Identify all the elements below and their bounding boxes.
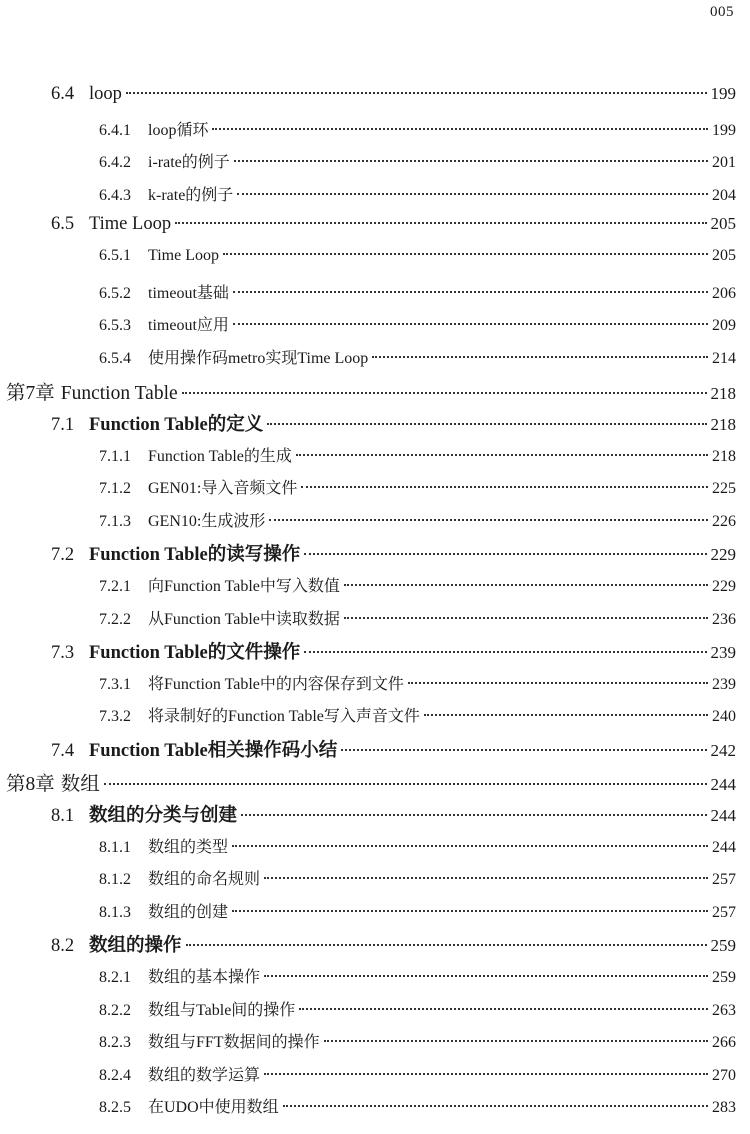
toc-entry-sub[interactable] (0, 280, 750, 313)
toc-entry-sub[interactable] (0, 508, 750, 541)
toc-entry-title: 数组的操作 (89, 936, 182, 957)
dot-leader (232, 910, 708, 912)
toc-entry-number: 8.1.3 (99, 903, 131, 921)
dot-leader (299, 1008, 708, 1010)
toc-entry-sub[interactable] (0, 182, 750, 215)
toc-entry-page: 259 (710, 936, 736, 956)
toc-entry-page: 244 (710, 775, 736, 795)
toc-entry-title: Function Table的读写操作 (89, 545, 301, 566)
toc-entry-title: 数组的数学运算 (148, 1066, 261, 1084)
toc-entry-number: 7.1 (51, 414, 75, 435)
toc-entry-title: i-rate的例子 (148, 154, 230, 172)
toc-entry-page: 266 (712, 1034, 736, 1052)
toc-entry-number: 6.4 (51, 84, 75, 104)
dot-leader (344, 584, 708, 586)
toc-entry-sub[interactable] (0, 703, 750, 736)
toc-entry-title: 数组的创建 (148, 903, 229, 921)
toc-entry-title: timeout应用 (148, 317, 229, 335)
toc-entry-title: 数组的命名规则 (148, 871, 261, 889)
toc-entry-sub[interactable] (0, 117, 750, 150)
dot-leader (324, 1040, 708, 1042)
dot-leader (344, 617, 708, 619)
toc-entry-title: GEN10:生成波形 (148, 512, 266, 530)
toc-entry-title: 数组 (60, 774, 100, 796)
toc-entry-title: 数组的基本操作 (148, 969, 261, 987)
toc-entry-title: 数组的类型 (148, 838, 229, 856)
toc-entry-sub[interactable] (0, 997, 750, 1030)
toc-entry-number: 6.5.4 (99, 349, 131, 367)
dot-leader (175, 222, 706, 224)
toc-entry-title: Function Table相关操作码小结 (89, 740, 338, 761)
toc-entry-number: 8.1 (51, 806, 75, 827)
toc-entry-sub[interactable] (0, 671, 750, 704)
dot-leader (186, 944, 707, 946)
dot-leader (182, 392, 707, 394)
toc-entry-page: 206 (712, 284, 736, 302)
toc-entry-number: 6.5 (51, 214, 75, 235)
toc-entry-section[interactable] (0, 214, 750, 247)
toc-entry-number: 6.5.3 (99, 317, 131, 335)
toc-entry-number: 7.3 (51, 643, 75, 664)
toc-entry-page: 259 (712, 969, 736, 987)
toc-entry-section[interactable] (0, 410, 750, 443)
toc-entry-sub[interactable] (0, 1094, 750, 1127)
dot-leader (304, 651, 706, 653)
toc-entry-title: 在UDO中使用数组 (148, 1099, 279, 1117)
toc-entry-title: Function Table的文件操作 (89, 643, 301, 664)
toc-entry-number: 7.2 (51, 545, 75, 566)
dot-leader (269, 519, 708, 521)
toc-entry-page: 205 (710, 214, 736, 234)
toc-entry-page: 209 (712, 317, 736, 335)
toc-entry-sub[interactable] (0, 247, 750, 280)
toc-entry-title: 数组与FFT数据间的操作 (148, 1034, 320, 1052)
toc-entry-chapter[interactable] (0, 768, 750, 801)
toc-entry-page: 199 (712, 121, 736, 139)
toc-entry-sub[interactable] (0, 345, 750, 378)
toc-entry-number: 8.2.2 (99, 1001, 131, 1019)
dot-leader (296, 454, 708, 456)
toc-entry-number: 6.4.2 (99, 154, 131, 172)
dot-leader (126, 92, 707, 94)
dot-leader (212, 128, 708, 130)
toc-entry-sub[interactable] (0, 1029, 750, 1062)
dot-leader (241, 814, 706, 816)
toc-entry-page: 229 (712, 577, 736, 595)
toc-entry-number: 8.2 (51, 936, 75, 957)
toc-entry-title: timeout基础 (148, 284, 229, 302)
dot-leader (301, 486, 708, 488)
toc-entry-title: GEN01:导入音频文件 (148, 480, 298, 498)
dot-leader (264, 975, 708, 977)
toc-entry-page: 225 (712, 480, 736, 498)
toc-entry-title: Time Loop (148, 246, 219, 264)
toc-entry-number: 第8章 (6, 774, 55, 796)
toc-entry-title: k-rate的例子 (148, 186, 234, 204)
toc-entry-number: 6.4.1 (99, 121, 131, 139)
page-number: 005 (710, 4, 734, 20)
toc-entry-sub[interactable] (0, 573, 750, 606)
toc-entry-title: Function Table的生成 (148, 447, 292, 465)
dot-leader (372, 356, 708, 358)
toc-entry-page: 257 (712, 903, 736, 921)
toc-entry-page: 257 (712, 871, 736, 889)
toc-entry-page: 270 (712, 1066, 736, 1084)
toc-entry-page: 244 (712, 838, 736, 856)
toc-entry-number: 第7章 (6, 383, 55, 405)
toc-entry-number: 7.1.1 (99, 447, 131, 465)
toc-entry-title: 数组的分类与创建 (89, 806, 238, 827)
toc-entry-section[interactable] (0, 931, 750, 964)
toc-entry-page: 229 (710, 545, 736, 565)
toc-entry-page: 218 (712, 447, 736, 465)
table-of-contents (0, 84, 750, 1127)
toc-entry-page: 283 (712, 1099, 736, 1117)
toc-entry-page: 201 (712, 154, 736, 172)
toc-entry-number: 7.3.2 (99, 708, 131, 726)
toc-entry-number: 8.2.5 (99, 1099, 131, 1117)
toc-entry-page: 242 (710, 740, 736, 760)
toc-entry-number: 7.4 (51, 740, 75, 761)
toc-entry-page: 205 (712, 246, 736, 264)
toc-entry-page: 263 (712, 1001, 736, 1019)
dot-leader (237, 193, 708, 195)
toc-entry-sub[interactable] (0, 606, 750, 639)
dot-leader (234, 160, 708, 162)
toc-entry-sub[interactable] (0, 149, 750, 182)
toc-entry-page: 240 (712, 708, 736, 726)
toc-entry-number: 7.1.2 (99, 480, 131, 498)
toc-entry-page: 239 (712, 675, 736, 693)
dot-leader (304, 553, 706, 555)
toc-entry-page: 236 (712, 610, 736, 628)
toc-entry-sub[interactable] (0, 312, 750, 345)
toc-entry-section[interactable] (0, 540, 750, 573)
toc-entry-number: 6.5.1 (99, 246, 131, 264)
dot-leader (233, 291, 708, 293)
toc-entry-title: loop循环 (148, 121, 209, 139)
toc-entry-page: 226 (712, 512, 736, 530)
toc-entry-sub[interactable] (0, 475, 750, 508)
toc-entry-title: Function Table的定义 (89, 414, 264, 435)
dot-leader (283, 1105, 708, 1107)
toc-entry-title: 数组与Table间的操作 (148, 1001, 296, 1019)
toc-entry-title: 向Function Table中写入数值 (148, 577, 340, 595)
dot-leader (232, 845, 708, 847)
toc-entry-chapter[interactable] (0, 377, 750, 410)
toc-entry-sub[interactable] (0, 1062, 750, 1095)
dot-leader (233, 323, 708, 325)
dot-leader (424, 714, 708, 716)
dot-leader (341, 749, 706, 751)
toc-entry-title: 将录制好的Function Table写入声音文件 (148, 708, 420, 726)
toc-entry-section[interactable] (0, 638, 750, 671)
toc-entry-section[interactable] (0, 801, 750, 834)
toc-entry-page: 244 (710, 806, 736, 826)
dot-leader (104, 783, 707, 785)
toc-entry-page: 218 (710, 384, 736, 404)
toc-entry-title: Function Table (60, 383, 178, 405)
toc-entry-number: 7.3.1 (99, 675, 131, 693)
toc-entry-number: 7.2.2 (99, 610, 131, 628)
toc-entry-page: 239 (710, 643, 736, 663)
toc-entry-sub[interactable] (0, 964, 750, 997)
toc-entry-number: 7.1.3 (99, 512, 131, 530)
toc-entry-sub[interactable] (0, 866, 750, 899)
toc-entry-title: loop (89, 84, 122, 104)
dot-leader (408, 682, 708, 684)
toc-entry-number: 8.2.4 (99, 1066, 131, 1084)
toc-entry-page: 204 (712, 186, 736, 204)
toc-entry-page: 218 (710, 414, 736, 434)
toc-entry-sub[interactable] (0, 443, 750, 476)
dot-leader (223, 253, 708, 255)
toc-entry-number: 6.4.3 (99, 186, 131, 204)
toc-entry-page: 214 (712, 349, 736, 367)
toc-entry-number: 8.2.3 (99, 1034, 131, 1052)
toc-entry-number: 8.2.1 (99, 969, 131, 987)
dot-leader (264, 1073, 708, 1075)
toc-entry-number: 6.5.2 (99, 284, 131, 302)
dot-leader (264, 877, 708, 879)
toc-entry-number: 8.1.2 (99, 871, 131, 889)
toc-entry-number: 8.1.1 (99, 838, 131, 856)
toc-entry-sub[interactable] (0, 899, 750, 932)
toc-entry-number: 7.2.1 (99, 577, 131, 595)
toc-entry-title: 从Function Table中读取数据 (148, 610, 340, 628)
toc-entry-title: Time Loop (89, 214, 172, 235)
toc-entry-title: 使用操作码metro实现Time Loop (148, 349, 369, 367)
dot-leader (267, 423, 706, 425)
toc-entry-sub[interactable] (0, 834, 750, 867)
toc-entry-page: 199 (710, 84, 736, 103)
toc-entry-section[interactable] (0, 84, 750, 117)
toc-entry-section[interactable] (0, 736, 750, 769)
toc-entry-title: 将Function Table中的内容保存到文件 (148, 675, 404, 693)
